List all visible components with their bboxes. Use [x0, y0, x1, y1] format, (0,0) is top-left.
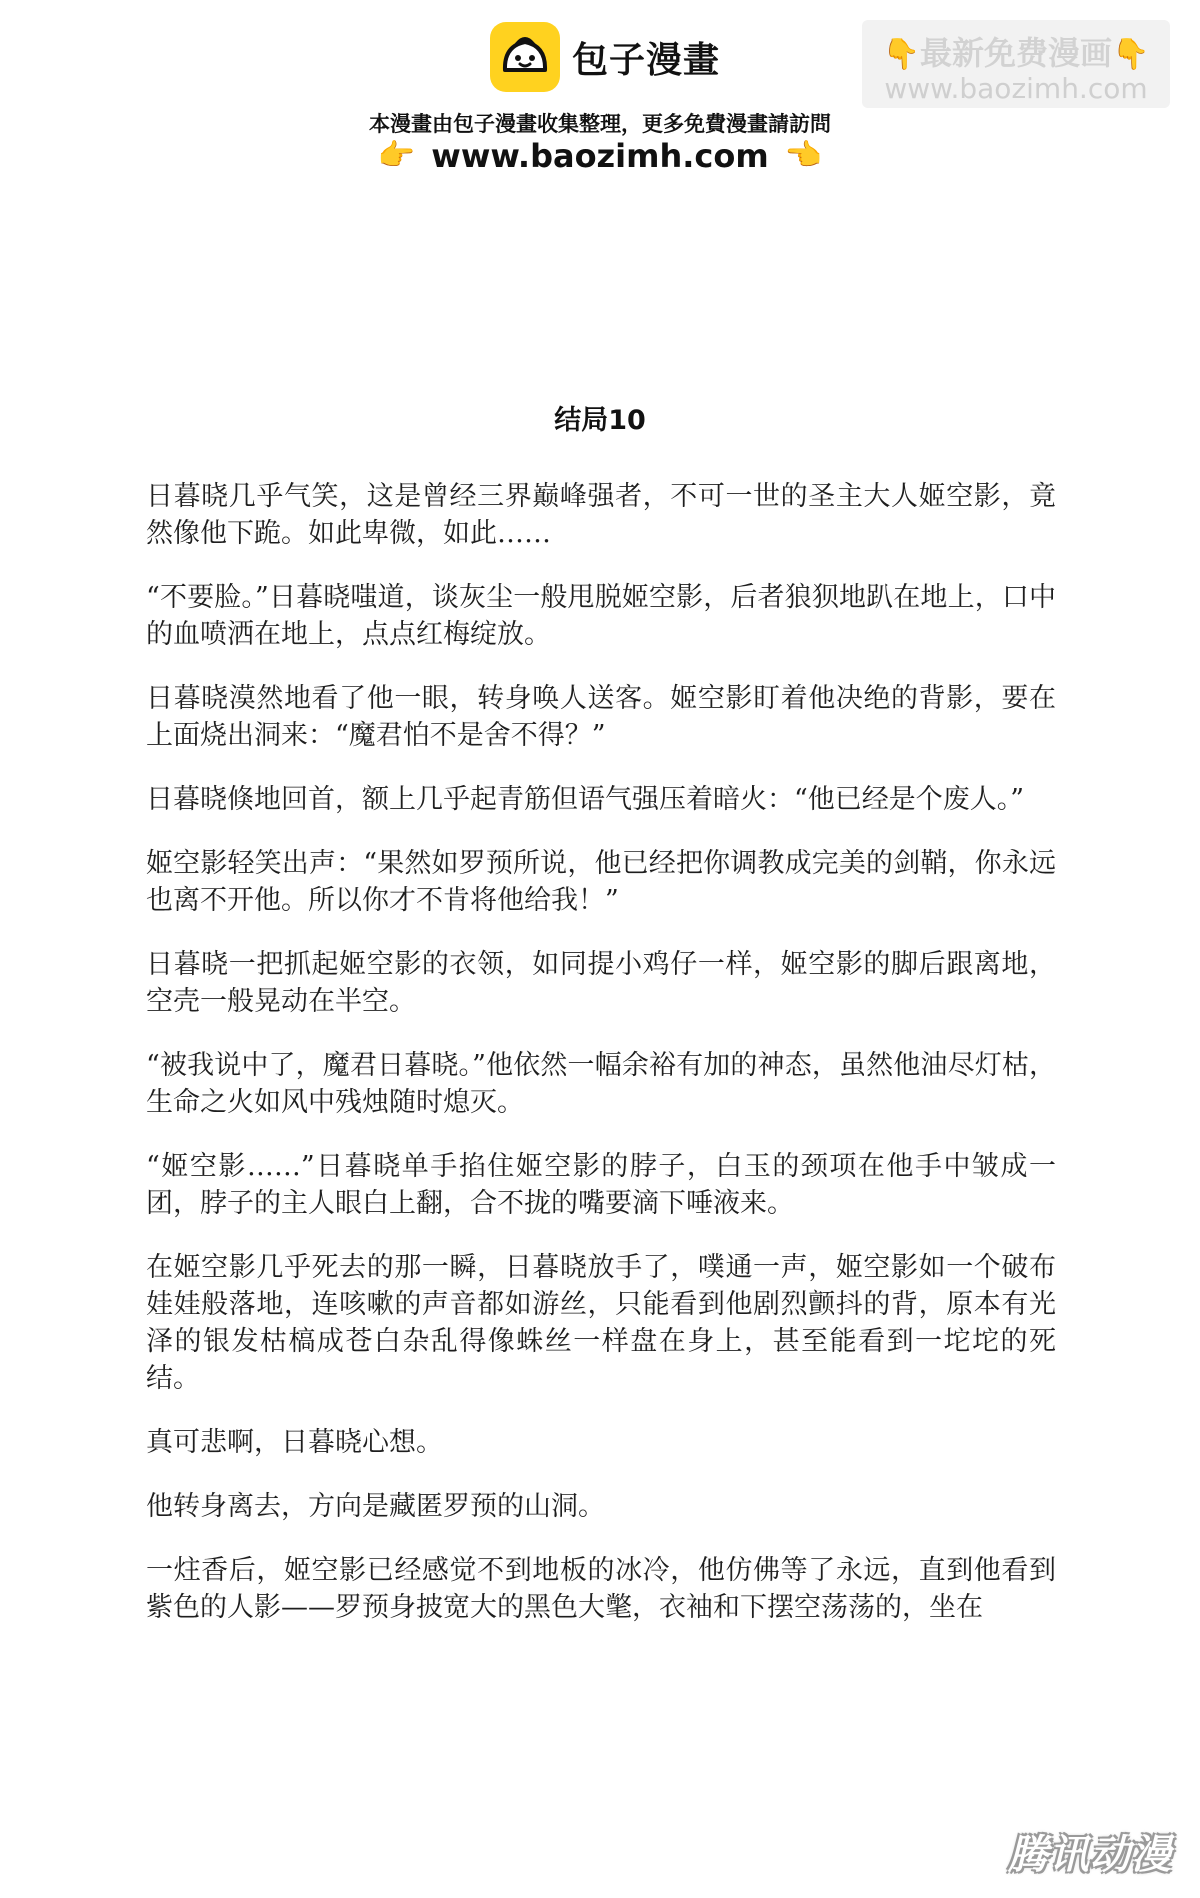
brand-url-row[interactable]: [0, 134, 1200, 178]
brand-url-link[interactable]: www.baozimh.com: [431, 137, 769, 175]
paragraph: “被我说中了，魔君日暮晓。”他依然一幅余裕有加的神态，虽然他油尽灯枯，生命之火如风中残烛随时熄灭。: [146, 1050, 1056, 1118]
paragraph: 在姬空影几乎死去的那一瞬，日暮晓放手了，噗通一声，姬空影如一个破布娃娃般落地，连咳嗽的声音都如游丝，只能看到他剧烈颤抖的背，原本有光泽的银发枯槁成苍白杂乱得像蛛丝一样盘在身上，甚至能看到一坨坨的死结。: [146, 1252, 1056, 1394]
brand-description: 本漫畫由包子漫畫收集整理，更多免費漫畫請訪問: [369, 112, 831, 136]
brand-header[interactable]: [490, 22, 720, 92]
paragraph: 日暮晓一把抓起姬空影的衣领，如同提小鸡仔一样，姬空影的脚后跟离地，空壳一般晃动在半空。: [146, 949, 1056, 1017]
paragraph: “姬空影……”日暮晓单手掐住姬空影的脖子，白玉的颈项在他手中皱成一团，脖子的主人眼白上翻，合不拢的嘴要滴下唾液来。: [146, 1151, 1056, 1219]
paragraph: 他转身离去，方向是藏匿罗预的山洞。: [146, 1491, 605, 1522]
promo-badge[interactable]: [862, 20, 1170, 108]
brand-name: 包子漫畫: [572, 39, 721, 81]
paragraph: “不要脸。”日暮晓嗤道，谈灰尘一般甩脱姬空影，后者狼狈地趴在地上，口中的血喷洒在地上，点点红梅绽放。: [146, 582, 1056, 650]
paragraph: 日暮晓漠然地看了他一眼，转身唤人送客。姬空影盯着他决绝的背影，要在上面烧出洞来：“魔君怕不是舍不得？”: [146, 683, 1056, 751]
promo-text: 最新免费漫画: [919, 34, 1112, 72]
chapter-title: 结局10: [554, 405, 646, 436]
chapter-body: [146, 478, 1056, 1653]
promo-url: www.baozimh.com: [884, 72, 1148, 105]
pointing-down-hand-icon: 👇: [882, 37, 920, 72]
paragraph: 姬空影轻笑出声：“果然如罗预所说，他已经把你调教成完美的剑鞘，你永远也离不开他。所以你才不肯将他给我！”: [146, 848, 1056, 916]
paragraph: 一炷香后，姬空影已经感觉不到地板的冰冷，他仿佛等了永远，直到他看到紫色的人影——罗预身披宽大的黑色大氅，衣袖和下摆空荡荡的，坐在: [146, 1555, 1056, 1623]
paragraph: 真可悲啊，日暮晓心想。: [146, 1427, 443, 1458]
tencent-comic-watermark: 腾讯动漫: [1008, 1832, 1172, 1878]
paragraph: 日暮晓几乎气笑，这是曾经三界巅峰强者，不可一世的圣主大人姬空影，竟然像他下跪。如此卑微，如此……: [146, 481, 1056, 549]
pointing-left-hand-icon: 👈: [784, 138, 823, 173]
bun-logo-icon: [490, 22, 560, 92]
promo-title: [862, 28, 1170, 74]
paragraph: 日暮晓倏地回首，额上几乎起青筋但语气强压着暗火：“他已经是个废人。”: [146, 784, 1025, 815]
pointing-right-hand-icon: 👉: [377, 138, 416, 173]
pointing-down-hand-icon: 👇: [1112, 37, 1150, 72]
